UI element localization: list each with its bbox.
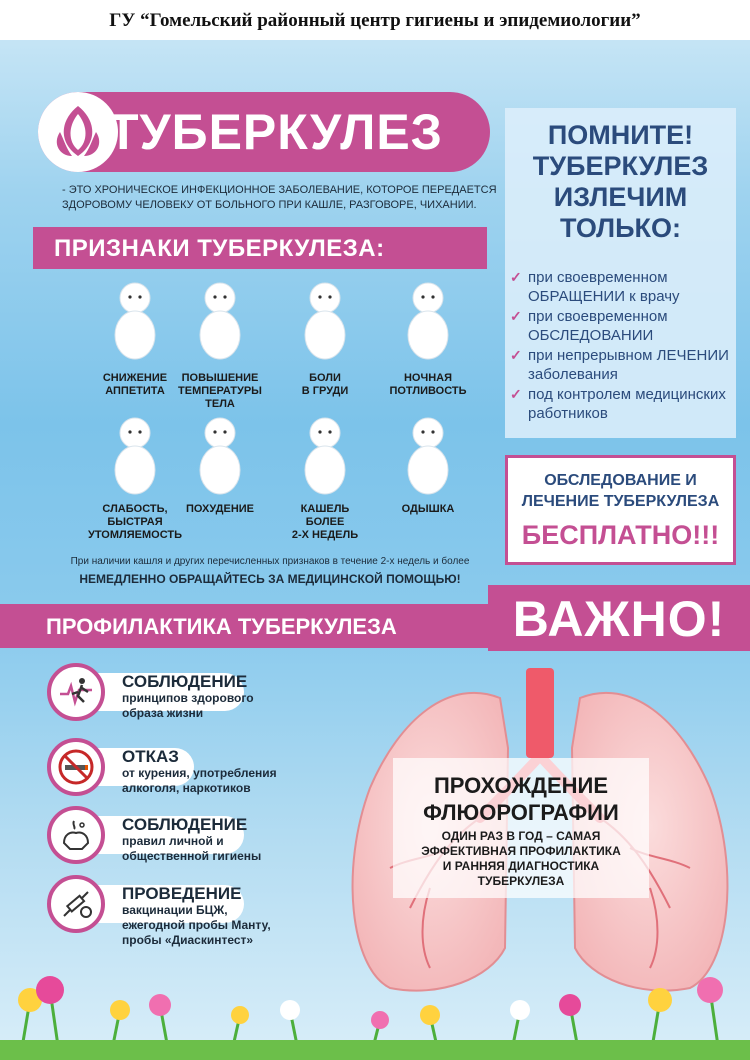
symptom-label-line: ПОХУДЕНИЕ <box>185 503 255 515</box>
symptoms-urgent: НЕМЕДЛЕННО ОБРАЩАЙТЕСЬ ЗА МЕДИЦИНСКОЙ ПОМОЩЬЮ! <box>79 572 461 586</box>
xray-sub-line-2: ЭФФЕКТИВНАЯ ПРОФИЛАКТИКА <box>421 844 621 858</box>
symptom-label <box>374 372 482 398</box>
prevention-item-text <box>122 884 332 948</box>
symptom-label-line: В ГРУДИ <box>301 385 349 397</box>
free-treatment-text <box>505 470 736 512</box>
free-line-2: ЛЕЧЕНИЕ ТУБЕРКУЛЕЗА <box>521 493 720 510</box>
leaf-logo-icon <box>38 92 118 172</box>
xray-heading <box>393 772 649 826</box>
hand-washing-icon <box>47 806 105 864</box>
remember-item-text: при своевременном ОБРАЩЕНИИ к врачу <box>528 269 680 305</box>
remember-line-1: ПОМНИТЕ! <box>547 120 694 150</box>
symptom-label-line: ПОВЫШЕНИЕ <box>181 372 259 384</box>
list-item <box>510 346 732 384</box>
running-person-icon <box>47 663 105 721</box>
symptom-figure-icon <box>398 280 458 365</box>
signs-title: ПРИЗНАКИ ТУБЕРКУЛЕЗА: <box>54 235 385 262</box>
no-smoking-icon <box>47 738 105 796</box>
prevention-item-detail: алкоголя, наркотиков <box>122 781 251 795</box>
xray-sub-line-4: ТУБЕРКУЛЕЗА <box>477 874 565 888</box>
symptom-label-line: БОЛИ <box>309 372 341 384</box>
remember-line-2: ТУБЕРКУЛЕЗ <box>532 151 709 181</box>
checkmark-icon: ✓ <box>510 308 522 324</box>
symptom-label-line: ТЕЛА <box>205 398 235 410</box>
free-highlight: БЕСПЛАТНО!!! <box>521 520 720 550</box>
flowers-decoration <box>0 960 750 1060</box>
symptom-label-line: СЛАБОСТЬ, <box>102 503 168 515</box>
symptom-label-line: СНИЖЕНИЕ <box>102 372 168 384</box>
xray-description <box>393 829 649 889</box>
definition-text: - ЭТО ХРОНИЧЕСКОЕ ИНФЕКЦИОННОЕ ЗАБОЛЕВАНИЕ, КОТОРОЕ ПЕРЕДАЕТСЯ ЗДОРОВОМУ ЧЕЛОВЕКУ ОТ БОЛЬНОГО ПРИ КАШЛЕ, РАЗГОВОРЕ, ЧИХАНИИ. <box>62 184 497 211</box>
prevention-item-detail: общественной гигиены <box>122 849 262 863</box>
xray-heading-line-2: ФЛЮОРОГРАФИИ <box>423 800 619 825</box>
symptom-label <box>271 372 379 398</box>
remember-item-text: при своевременном ОБСЛЕДОВАНИИ <box>528 308 668 344</box>
xray-sub-line-3: И РАННЯЯ ДИАГНОСТИКА <box>442 859 600 873</box>
symptom-label-line: 2-Х НЕДЕЛЬ <box>291 529 359 541</box>
symptom-label-line: ОДЫШКА <box>401 503 455 515</box>
checkmark-icon: ✓ <box>510 269 522 285</box>
symptom-label <box>374 503 482 516</box>
list-item <box>510 385 732 423</box>
symptom-figure-icon <box>295 280 355 365</box>
symptom-figure-icon <box>190 280 250 365</box>
organization-header: ГУ “Гомельский районный центр гигиены и эпидемиологии” <box>0 0 750 40</box>
logo-badge <box>38 92 118 172</box>
prevention-item-detail: правил личной и <box>122 834 224 848</box>
prevention-item-detail: от курения, употребления <box>122 766 277 780</box>
prevention-item-text <box>122 815 332 864</box>
symptom-label-line: УТОМЛЯЕМОСТЬ <box>88 529 182 541</box>
checkmark-icon: ✓ <box>510 386 522 402</box>
syringe-icon <box>47 875 105 933</box>
symptom-label-line: ТЕМПЕРАТУРЫ <box>178 385 262 397</box>
list-item <box>510 307 732 345</box>
important-label: ВАЖНО! <box>512 591 726 647</box>
symptom-label-line: АППЕТИТА <box>105 385 165 397</box>
prevention-item-detail: принципов здорового <box>122 691 254 705</box>
symptom-figure-icon <box>190 415 250 500</box>
symptom-label-line: БЫСТРАЯ <box>107 516 163 528</box>
remember-item-text: под контролем медицинских работников <box>528 386 726 422</box>
xray-heading-line-1: ПРОХОЖДЕНИЕ <box>433 773 608 798</box>
prevention-title: ПРОФИЛАКТИКА ТУБЕРКУЛЕЗА <box>46 614 397 639</box>
symptom-label <box>166 503 274 516</box>
symptom-label-line: БОЛЕЕ <box>305 516 345 528</box>
remember-line-4: ТОЛЬКО: <box>560 213 681 243</box>
prevention-item-text <box>122 672 332 721</box>
symptom-label-line: ПОТЛИВОСТЬ <box>389 385 467 397</box>
prevention-item-heading: СОБЛЮДЕНИЕ <box>122 672 248 691</box>
symptom-label-line: НОЧНАЯ <box>403 372 453 384</box>
remember-list <box>510 268 732 424</box>
prevention-item-detail: ежегодной пробы Манту, <box>122 918 271 932</box>
list-item <box>510 268 732 306</box>
symptom-figure-icon <box>105 280 165 365</box>
prevention-item-heading: ПРОВЕДЕНИЕ <box>122 884 242 903</box>
xray-sub-line-1: ОДИН РАЗ В ГОД – САМАЯ <box>441 829 601 843</box>
symptom-figure-icon <box>295 415 355 500</box>
prevention-item-heading: СОБЛЮДЕНИЕ <box>122 815 248 834</box>
symptom-label <box>166 372 274 411</box>
free-line-1: ОБСЛЕДОВАНИЕ И <box>544 472 697 489</box>
symptoms-note: При наличии кашля и других перечисленных признаков в течение 2-х недель и более <box>70 556 470 567</box>
remember-item-text: при непрерывном ЛЕЧЕНИИ заболевания <box>528 347 729 383</box>
remember-line-3: ИЗЛЕЧИМ <box>553 182 688 212</box>
prevention-item-detail: образа жизни <box>122 706 204 720</box>
prevention-item-detail: вакцинации БЦЖ, <box>122 903 228 917</box>
page-title: ТУБЕРКУЛЕЗ <box>108 104 443 160</box>
prevention-item-heading: ОТКАЗ <box>122 747 179 766</box>
symptom-figure-icon <box>398 415 458 500</box>
checkmark-icon: ✓ <box>510 347 522 363</box>
symptom-figure-icon <box>105 415 165 500</box>
prevention-item-text <box>122 747 332 796</box>
remember-heading <box>505 120 736 244</box>
prevention-item-detail: пробы «Диаскинтест» <box>122 933 254 947</box>
symptom-label-line: КАШЕЛЬ <box>300 503 350 515</box>
symptom-label <box>271 503 379 542</box>
